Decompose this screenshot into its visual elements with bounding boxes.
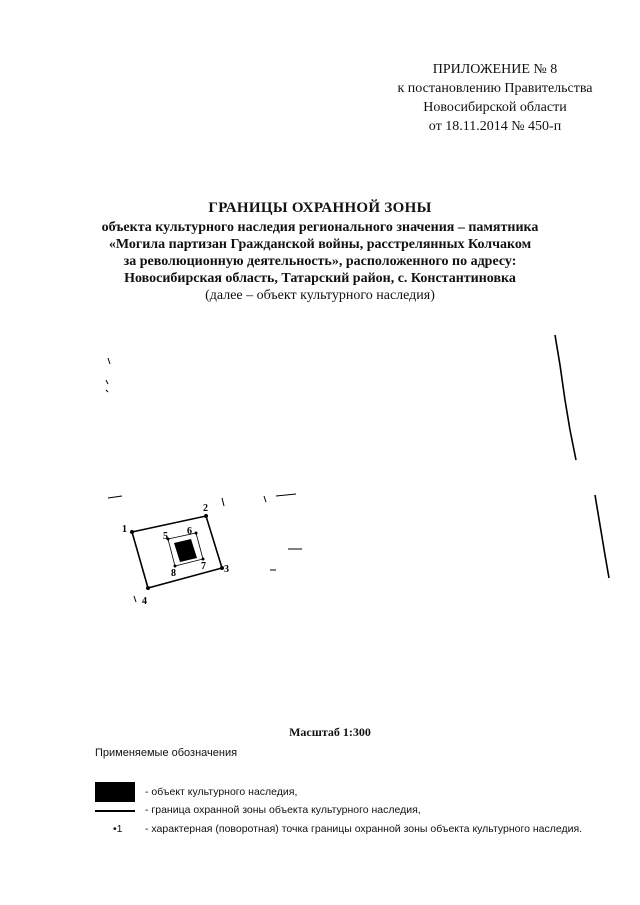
point-label-5: 5 [163, 531, 168, 542]
legend-boundary-text: - граница охранной зоны объекта культурного наследия, [145, 804, 421, 816]
title-line-4: Новосибирская область, Татарский район, с. Константиновка [124, 271, 516, 286]
point-label-2: 2 [203, 503, 208, 514]
legend-boundary-symbol [95, 810, 135, 812]
point-label-7: 7 [201, 561, 206, 572]
point-6-marker [195, 532, 198, 535]
road-line-lower [595, 495, 609, 578]
scan-mark [106, 380, 108, 384]
heritage-object [174, 539, 197, 562]
title-line-3: за революционную деятельность», расположенного по адресу: [123, 254, 517, 269]
point-label-8: 8 [171, 568, 176, 579]
scan-mark [222, 498, 224, 506]
scan-mark [108, 496, 122, 498]
title-line-2: «Могила партизан Гражданской войны, расстрелянных Колчаком [108, 237, 532, 252]
appendix-number: ПРИЛОЖЕНИЕ № 8 [432, 62, 558, 77]
scan-mark [108, 358, 110, 364]
appendix-date: от 18.11.2014 № 450-п [428, 119, 562, 134]
point-1-marker [130, 530, 134, 534]
scan-mark [134, 596, 136, 602]
scan-mark [106, 390, 108, 392]
title-line-1: объекта культурного наследия регионального значения – памятника [101, 220, 539, 235]
point-2-marker [204, 514, 208, 518]
legend-title: Применяемые обозначения [95, 747, 238, 759]
point-label-1: 1 [122, 524, 127, 535]
scan-mark [264, 496, 266, 502]
legend-object-symbol [95, 782, 135, 802]
legend-point-text: - характерная (поворотная) точка границы охранной зоны объекта культурного наследия. [145, 823, 583, 835]
point-4-marker [146, 586, 150, 590]
road-lines [555, 335, 609, 578]
appendix-region: Новосибирской области [423, 100, 567, 115]
scale-label: Масштаб 1:300 [289, 725, 371, 739]
legend-point-symbol: •1 [113, 823, 123, 835]
legend-object-text: - объект культурного наследия, [145, 786, 298, 798]
point-label-6: 6 [187, 526, 192, 537]
point-label-3: 3 [224, 564, 229, 575]
title-main: ГРАНИЦЫ ОХРАННОЙ ЗОНЫ [208, 200, 432, 216]
appendix-header [380, 60, 610, 136]
road-line-upper [555, 335, 576, 460]
title-note: (далее – объект культурного наследия) [205, 288, 435, 303]
document-title [60, 200, 580, 304]
boundary-plan [0, 320, 640, 620]
point-label-4: 4 [142, 596, 147, 607]
scan-mark [276, 494, 296, 496]
appendix-resolution: к постановлению Правительства [397, 81, 593, 96]
